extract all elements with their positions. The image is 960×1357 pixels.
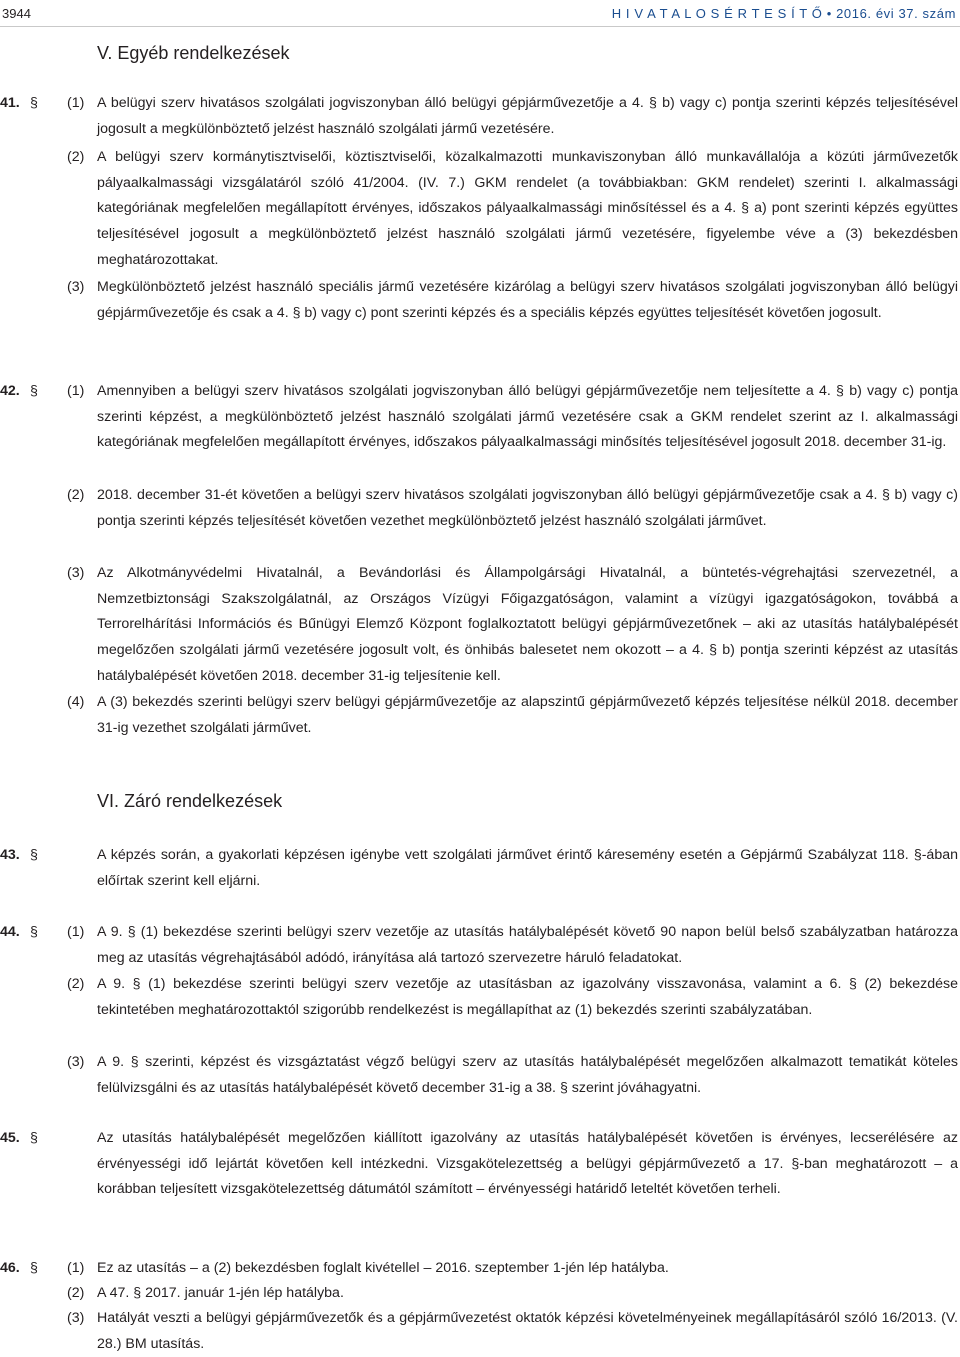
paragraph-text: A belügyi szerv hivatásos szolgálati jogviszonyban álló belügyi gépjárművezetője a 4. § b) vagy c) pontja szerinti képzés teljesítésével jogosult a megkülönböztető jelzést használó szolgálati jármű vezetésére. [97, 95, 958, 137]
subsection-number: (2) [67, 976, 85, 992]
section-sign: § [30, 95, 38, 111]
paragraph-text: Amennyiben a belügyi szerv hivatásos szolgálati jogviszonyban álló belügyi gépjárművezetője nem teljesítette a 4. § b) vagy c) pontja szerinti képzést, a megkülönböztető jelzést használó szolgálati jármű vezetésére csak a GKM rendelet szerint az I. alkalmassági kategóriának megfelelően megállapított érvényes, időszakos pályaalkalmassági minősítés teljesítésével jogosult 2018. december 31-ig. [97, 383, 958, 451]
paragraph-text: Hatályát veszti a belügyi gépjárművezetők és a gépjárművezetést oktatók képzési követelményeinek megállapításáról szóló 16/2013. (V. 28.) BM utasítás. [97, 1310, 958, 1352]
paragraph-42-1 [0, 379, 960, 456]
section-sign: § [30, 924, 38, 940]
subsection-number: (1) [67, 1260, 85, 1276]
section-sign: § [30, 1130, 38, 1146]
paragraph-text: A belügyi szerv kormánytisztviselői, köztisztviselői, közalkalmazotti munkaviszonyban álló munkavállalója a közúti járművezetők pályaalkalmassági vizsgálatáról szóló 41/2004. (IV. 7.) GKM rendelet (a továbbiakban: GKM rendelet) szerinti I. alkalmassági kategóriának megfelelően megállapított érvényes, időszakos pályaalkalmassági minősítéssel és a 4. § a) pont szerinti képzés együttes teljesítésével jogosult a megkülönböztető jelzést használó szolgálati jármű vezetésére, figyelembe véve a (3) bekezdésben meghatározottakat. [97, 149, 958, 268]
subsection-number: (3) [67, 565, 85, 581]
paragraph-41-2 [0, 145, 960, 274]
paragraph-45 [0, 1126, 960, 1203]
page-header [0, 0, 960, 27]
paragraph-text: A (3) bekezdés szerinti belügyi szerv belügyi gépjárművezetője az alapszintű gépjárművezető képzés teljesítése nélkül 2018. december 31-ig vezethet szolgálati járművet. [97, 694, 958, 736]
paragraph-46-2 [0, 1281, 960, 1307]
page-number: 3944 [2, 6, 31, 21]
subsection-number: (3) [67, 1310, 85, 1326]
paragraph-46-3 [0, 1306, 960, 1357]
paragraph-text: Ez az utasítás – a (2) bekezdésben foglalt kivétellel – 2016. szeptember 1-jén lép hatályba. [97, 1260, 669, 1276]
subsection-number: (3) [67, 279, 85, 295]
paragraph-text: A képzés során, a gyakorlati képzésen igénybe vett szolgálati járművet érintő káresemény esetén a Gépjármű Szabályzat 118. §-ában előírtak szerint kell eljárni. [97, 847, 958, 889]
paragraph-text: A 9. § szerinti, képzést és vizsgáztatást végző belügyi szerv az utasítás hatálybalépését megelőzően alkalmazott tematikát köteles felülvizsgálni és az utasítás hatálybalépését követő december 31-ig a 38. § szerint jóváhagyatni. [97, 1054, 958, 1096]
subsection-number: (3) [67, 1054, 85, 1070]
paragraph-42-3 [0, 561, 960, 690]
subsection-number: (4) [67, 694, 85, 710]
paragraph-text: 2018. december 31-ét követően a belügyi szerv hivatásos szolgálati jogviszonyban álló belügyi gépjárművezetője csak a 4. § b) vagy c) pontja szerinti képzés teljesítését követően vezethet megkülönböztető jelzést használó szolgálati járművet. [97, 487, 958, 529]
paragraph-number: 43. [0, 847, 20, 863]
paragraph-number: 42. [0, 383, 20, 399]
subsection-number: (2) [67, 149, 85, 165]
subsection-number: (1) [67, 383, 85, 399]
subsection-number: (1) [67, 95, 85, 111]
paragraph-number: 45. [0, 1130, 20, 1146]
paragraph-text: Az Alkotmányvédelmi Hivatalnál, a Bevándorlási és Állampolgársági Hivatalnál, a büntetés-végrehajtási szervezetnél, a Nemzetbiztonsági Szakszolgálatnál, az Országos Vízügyi Főigazgatóságon, valamint a vízügyi igazgatóságokon, továbbá a Terrorelhárítási Információs és Bűnügyi Elemző Központ foglalkoztatott belügyi gépjárművezetőnek – aki az utasítás hatálybalépését megelőzően szolgálati jármű vezetésére jogosult volt, és önhibás balesetet nem okozott – a 4. § b) pontja szerinti képzést az utasítás hatálybalépését követően 2018. december 31-ig teljesítenie kell. [97, 565, 958, 684]
paragraph-42-2 [0, 483, 960, 534]
paragraph-41-3 [0, 275, 960, 326]
paragraph-text: A 9. § (1) bekezdése szerinti belügyi szerv vezetője az utasítás hatálybalépését követő 90 napon belül belső szabályzatban határozza meg az utasítás végrehajtásából adódó, irányítása alá tartozó szervezetre háruló feladatokat. [97, 924, 958, 966]
chapter-title-vi: VI. Záró rendelkezések [97, 791, 283, 811]
paragraph-46-1 [0, 1256, 960, 1282]
running-head: H I V A T A L O S É R T E S Í T Ő • 2016. évi 37. szám [611, 6, 956, 21]
section-sign: § [30, 383, 38, 399]
paragraph-41-1 [0, 91, 960, 142]
paragraph-43 [0, 843, 960, 894]
paragraph-44-2 [0, 972, 960, 1023]
paragraph-text: A 47. § 2017. január 1-jén lép hatályba. [97, 1285, 344, 1301]
subsection-number: (1) [67, 924, 85, 940]
paragraph-text: A 9. § (1) bekezdése szerinti belügyi szerv vezetője az utasításban az igazolvány visszavonása, valamint a 6. § (2) bekezdése tekintetében meghatározottaktól szigorúbb rendelkezést is megállapíthat az (1) bekezdés szerinti szabályzatában. [97, 976, 958, 1018]
subsection-number: (2) [67, 487, 85, 503]
paragraph-44-3 [0, 1050, 960, 1101]
paragraph-44-1 [0, 920, 960, 971]
paragraph-number: 46. [0, 1260, 20, 1276]
paragraph-text: Az utasítás hatálybalépését megelőzően kiállított igazolvány az utasítás hatálybalépését követően is érvényes, lecserélésére az érvényességi idő lejártát követően kell intézkedni. Vizsgakötelezettség a belügyi gépjárművezető a 17. §-ban meghatározott – a korábban teljesített vizsgakötelezettség dátumától számított – érvényességi határidő leteltét követően terheli. [97, 1130, 958, 1198]
section-sign: § [30, 1260, 38, 1276]
chapter-title-v: V. Egyéb rendelkezések [97, 43, 290, 63]
paragraph-number: 44. [0, 924, 20, 940]
paragraph-text: Megkülönböztető jelzést használó speciális jármű vezetésére kizárólag a belügyi szerv hivatásos szolgálati jogviszonyban álló belügyi gépjárművezetője és csak a 4. § b) vagy c) pont szerinti képzés és a speciális képzés együttes teljesítését követően jogosult. [97, 279, 958, 321]
section-sign: § [30, 847, 38, 863]
subsection-number: (2) [67, 1285, 85, 1301]
paragraph-42-4 [0, 690, 960, 741]
paragraph-number: 41. [0, 95, 20, 111]
